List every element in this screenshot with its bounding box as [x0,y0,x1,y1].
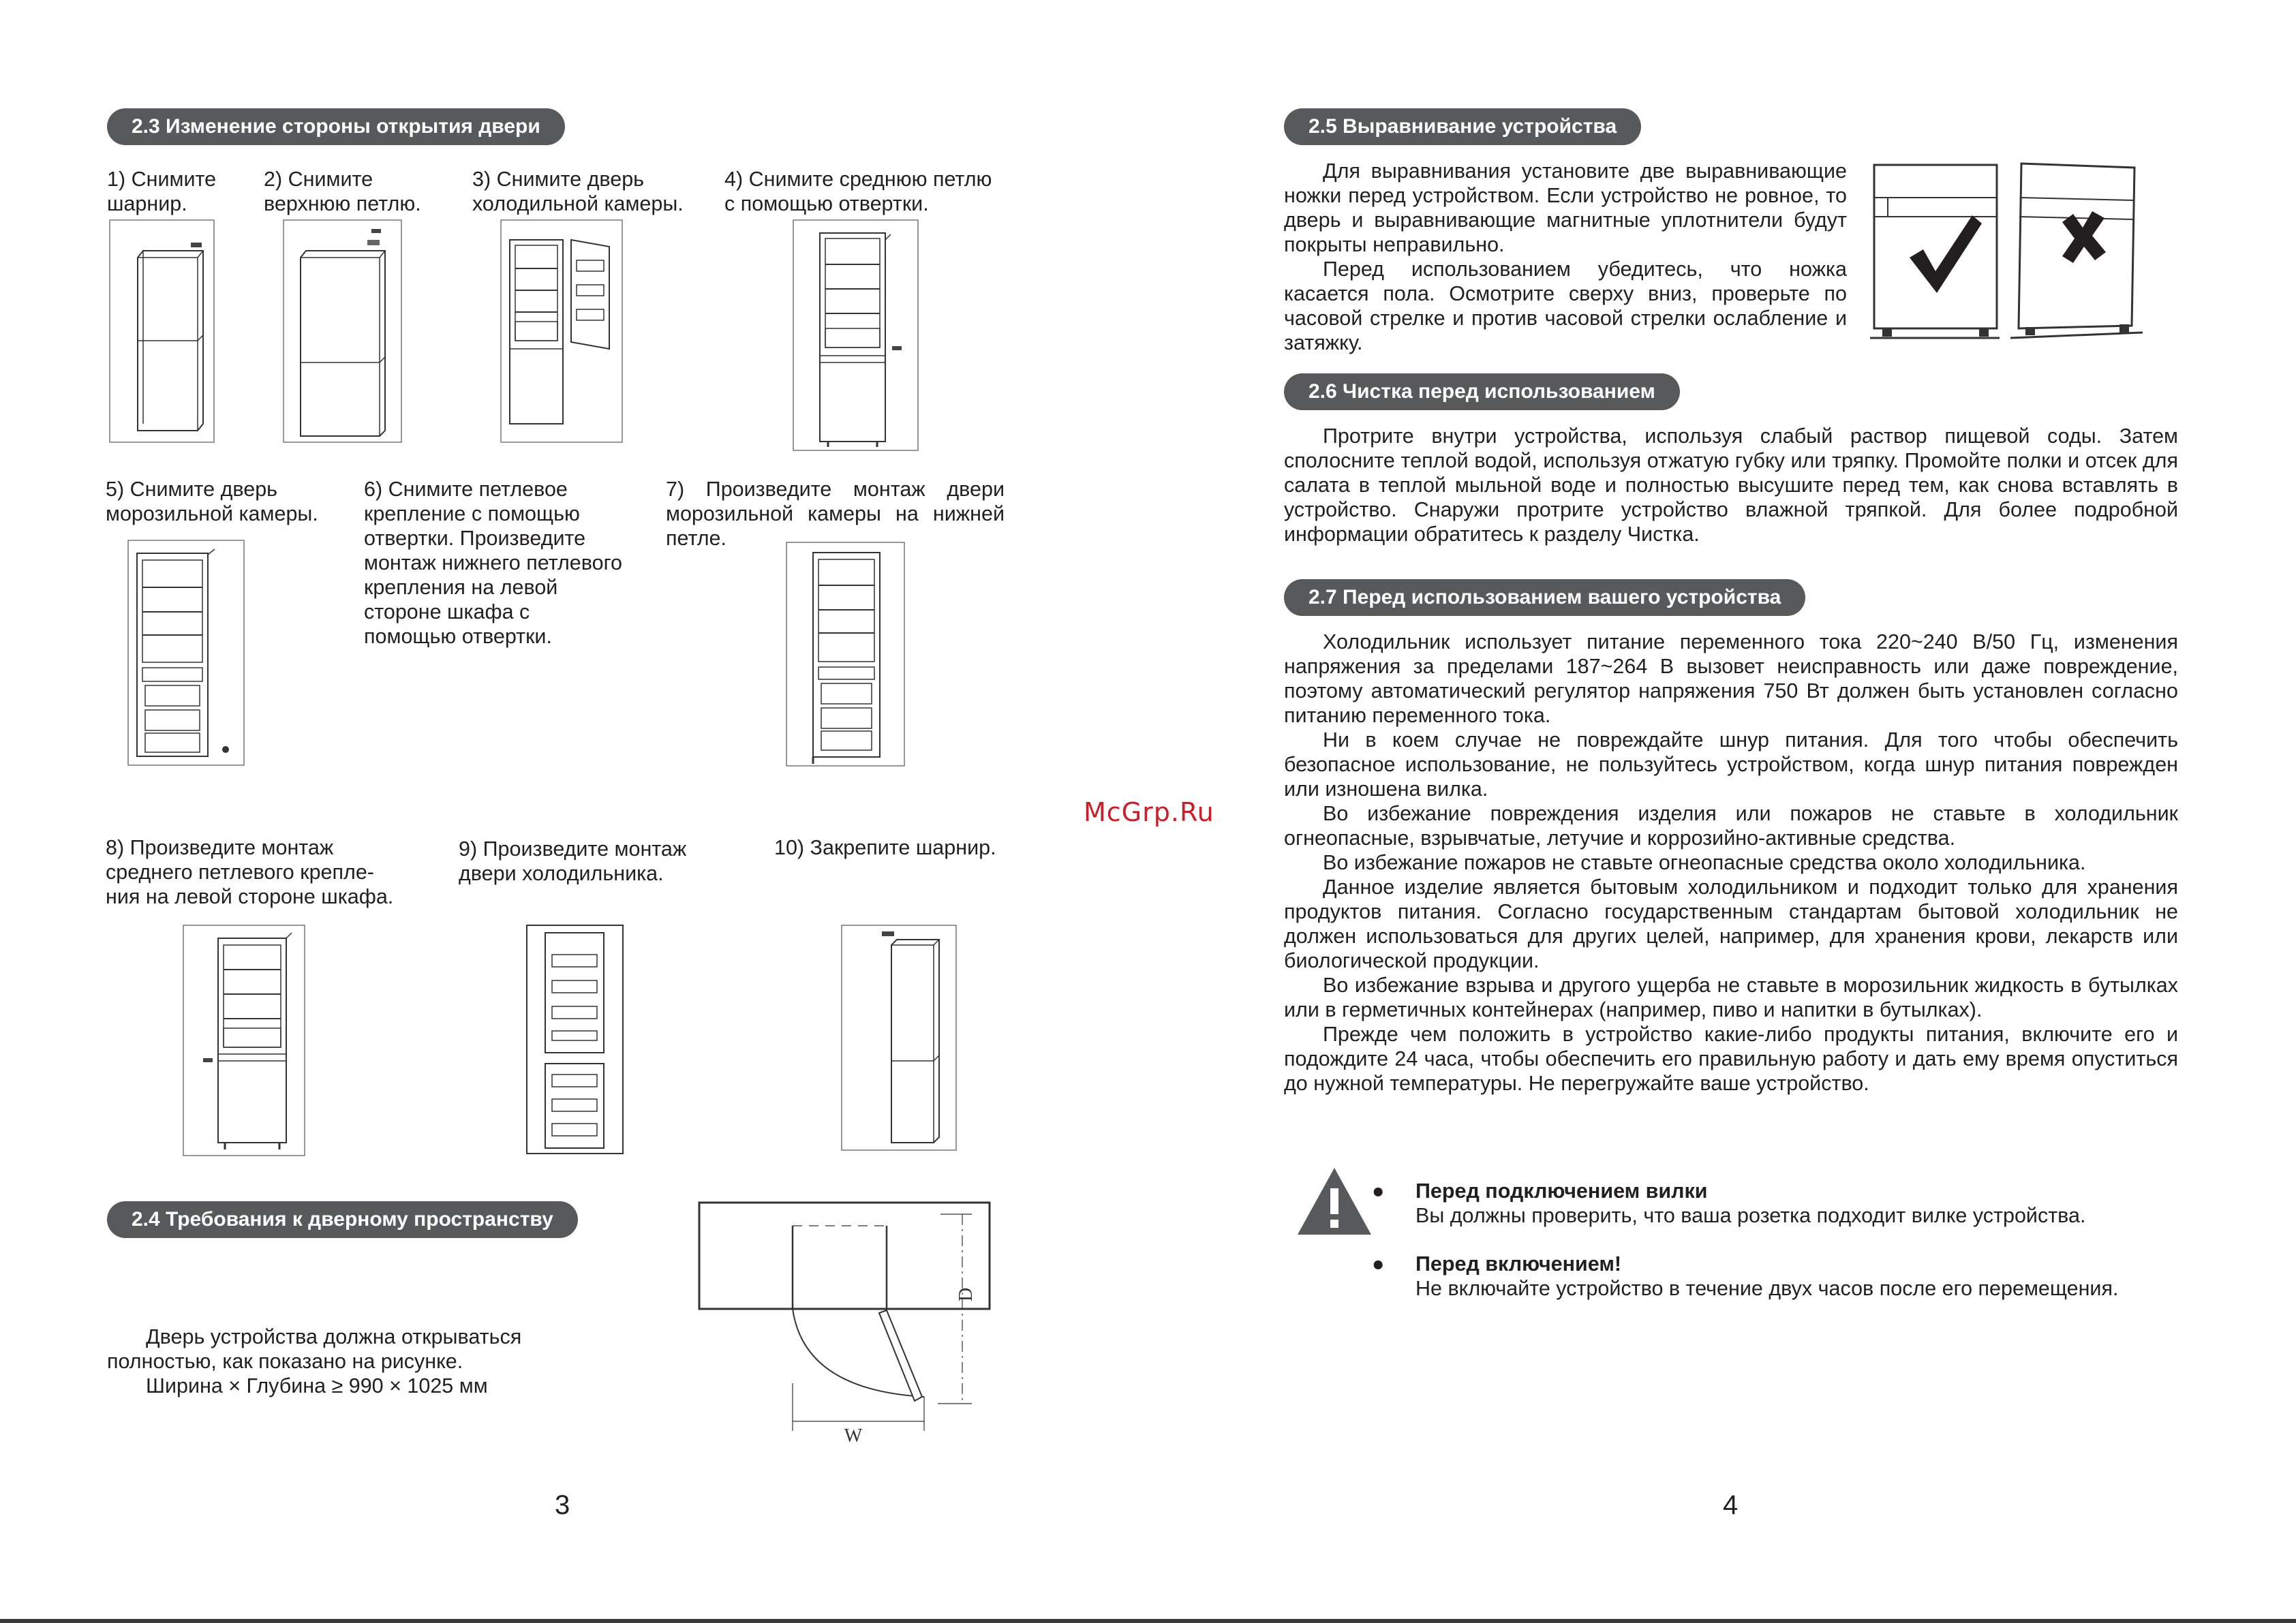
step-8-caption: 8) Произведите монтаж среднего петлевого крепле- ния на левой стороне шкафа. [106,836,394,908]
section-2-5-header: 2.5 Выравнивание устройства [1284,108,1641,145]
step-4-caption: 4) Снимите среднюю петлю с помощью отвертки. [724,168,992,215]
depth-label: D [955,1287,977,1301]
watermark: McGrp.Ru [1084,797,1214,827]
door-clearance-diagram [695,1199,995,1444]
step-1-fridge-figure [109,219,215,443]
step-5-fridge-figure [127,540,245,766]
cleaning-text: Протрите внутри устройства, используя слабый раствор пищевой соды. Затем сполосните теплой водой, используя отжатую губку или тряпку. Промойте полки и отсек для салата в теплой мыльной воде и полностью высушите перед тем, как снова вставлять в устройство. Снаружи протрите устройство влажной тряпкой. Для более подробной информации обратитесь к разделу Чистка. [1284,424,2178,546]
section-2-6-header: 2.6 Чистка перед использованием [1284,373,1680,410]
scan-bottom-edge [0,1619,2296,1623]
step-6-caption: 6) Снимите петлевое крепление с помощью отвертки. Произведите монтаж нижнего петлевого крепления на левой стороне шкафа с помощью отвертки. [364,478,622,648]
step-1-caption: 1) Снимите шарнир. [107,168,217,215]
step-3-fridge-figure [500,219,623,443]
step-10-fridge-figure [841,925,957,1151]
warning-1: Перед подключением вилки Вы должны проверить, что ваша розетка подходит вилке устройства. [1415,1179,2086,1227]
step-9-doors-figure [526,925,624,1154]
warning-bullet-1: ● [1372,1179,1385,1203]
width-label: W [844,1425,863,1444]
page-number-left: 3 [555,1490,570,1520]
step-8-fridge-figure [183,925,305,1156]
page-number-right: 4 [1723,1490,1739,1520]
section-2-7-header: 2.7 Перед использованием вашего устройства [1284,579,1805,616]
step-7-fridge-figure [786,542,905,767]
incorrect-cross-icon [2062,211,2106,263]
section-2-3-header: 2.3 Изменение стороны открытия двери [107,108,565,145]
warning-bullet-2: ● [1372,1252,1385,1276]
leveling-text: Для выравнивания установите две выравнивающие ножки перед устройством. Если устройство не ровное, то дверь и выравнивающие магнитные уплотнители будут покрыты неправильно. Перед использованием убедитесь, что ножка касается пола. Осмотрите сверху вниз, проверьте по часовой стрелке и против часовой стрелки ослабление и затяжку. [1284,159,1847,354]
step-5-caption: 5) Снимите дверь морозильной камеры. [106,478,318,525]
warning-triangle-icon [1295,1165,1374,1237]
step-4-fridge-figure [793,219,919,451]
warning-2: Перед включением! Не включайте устройство в течение двух часов после его перемещения. [1415,1252,2119,1300]
step-2-caption: 2) Снимите верхнюю петлю. [264,168,421,215]
step-2-fridge-figure [283,219,402,443]
before-use-text: Холодильник использует питание переменного тока 220~240 В/50 Гц, изменения напряжения за пределами 187~264 В вызовет неисправность или даже повреждение, поэтому автоматический регулятор напряжения 750 Вт должен быть установлен согласно питанию переменного тока. Ни в коем случае не повреждайте шнур питания. Для того чтобы обеспечить безопасное использование, не пользуйтесь устройством, когда шнур питания поврежден или изношена вилка. Во избежание повреждения изделия или пожаров не ставьте в холодильник огнеопасные, взрывчатые, летучие и коррозийно-активные средства. Во избежание пожаров не ставьте огнеопасные средства около холодильника. Данное изделие является бытовым холодильником и подходит только для хранения продуктов питания. Согласно государственным стандартам бытовой холодильник не должен использоваться для других целей, например, для хранения крови, лекарств или биологической продукции. Во избежание взрыва и другого ущерба не ставьте в морозильник жидкость в бутылках или в герметичных контейнерах (например, пиво и напитки в бутылках). Прежде чем положить в устройство какие-либо продукты питания, включите его и подождите 24 часа, чтобы обеспечить его правильную работу и дать ему время опуститься до нужной температуры. Не перегружайте ваше устройство. [1284,630,2178,1095]
leveling-illustration [1870,157,2143,347]
step-3-caption: 3) Снимите дверь холодильной камеры. [472,168,684,215]
correct-check-icon [1910,215,1982,293]
section-2-4-header: 2.4 Требования к дверному пространству [107,1201,578,1238]
step-7-caption: 7) Произведите монтаж двери морозильной камеры на нижней петле. [666,478,1005,550]
step-9-caption: 9) Произведите монтаж двери холодильника. [459,837,687,885]
door-space-text: Дверь устройства должна открываться полностью, как показано на рисунке. Ширина × Глубина ≥ 990 × 1025 мм [107,1325,522,1397]
step-10-caption: 10) Закрепите шарнир. [774,836,996,859]
